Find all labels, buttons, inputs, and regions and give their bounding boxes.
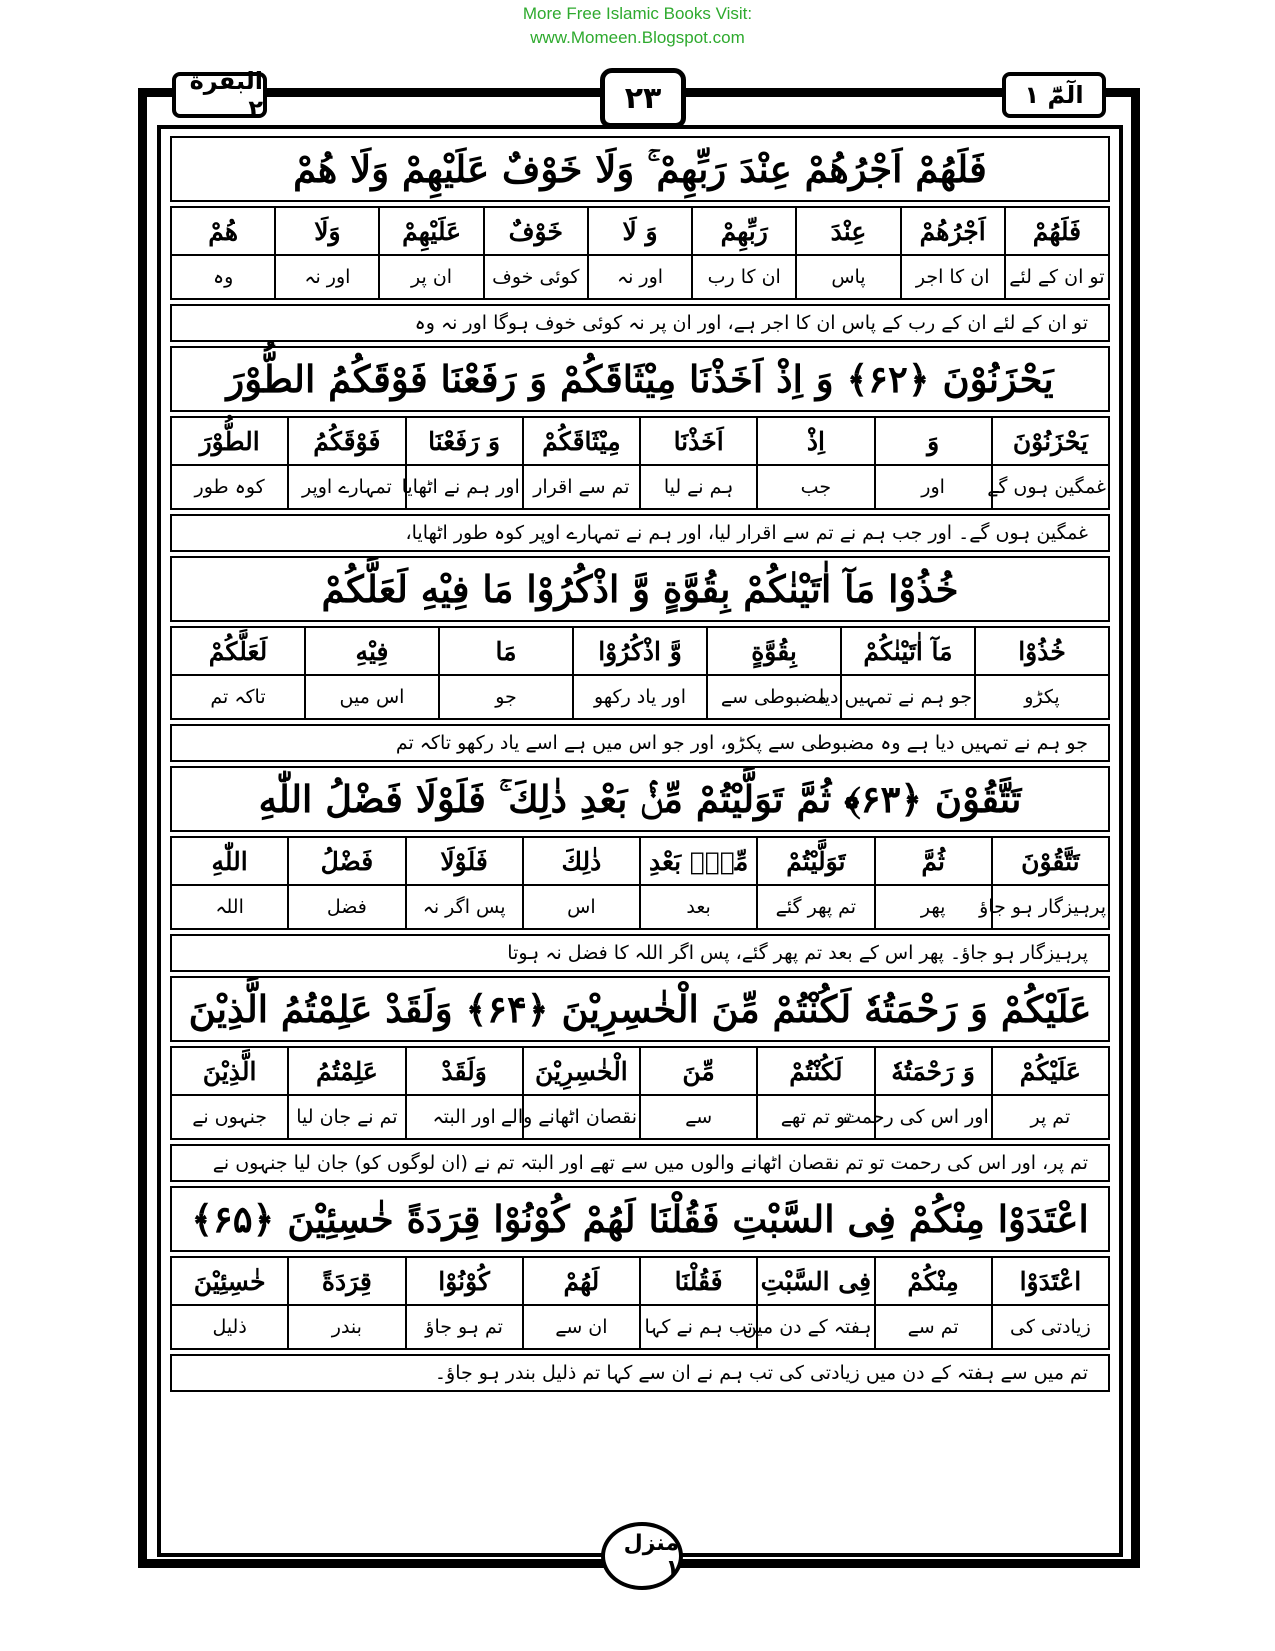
- verse-section: [170, 766, 1110, 972]
- urdu-meaning-cell: ہم نے لیا: [640, 465, 757, 509]
- urdu-meaning-cell: اور البتہ: [406, 1095, 523, 1139]
- arabic-word-cell: عِنْدَ: [796, 207, 900, 255]
- urdu-meaning-cell: اس: [523, 885, 640, 929]
- ad-line-2: www.Momeen.Blogspot.com: [530, 28, 745, 47]
- urdu-meaning-cell: پس اگر نہ: [406, 885, 523, 929]
- urdu-meaning-cell: پاس: [796, 255, 900, 299]
- arabic-word-cell: الْخٰسِرِيْنَ: [523, 1047, 640, 1095]
- urdu-translation-line: تم میں سے ہفتہ کے دن میں زیادتی کی تب ہم نے ان سے کہا تم ذلیل بندر ہو جاؤ۔: [170, 1354, 1110, 1392]
- urdu-meaning-cell: ان کا رب: [692, 255, 796, 299]
- urdu-translation-line: تو ان کے لئے ان کے رب کے پاس ان کا اجر ہے، اور ان پر نہ کوئی خوف ہوگا اور نہ وہ: [170, 304, 1110, 342]
- urdu-meaning-cell: اللہ: [171, 885, 288, 929]
- arabic-word-cell: يَحْزَنُوْنَ: [992, 417, 1109, 465]
- word-by-word-table: [170, 416, 1110, 510]
- arabic-word-cell: لَهُمْ: [523, 1257, 640, 1305]
- urdu-meaning-cell: غمگین ہوں گے: [992, 465, 1109, 509]
- urdu-meaning-cell: اور ہم نے اٹھایا: [406, 465, 523, 509]
- arabic-word-cell: ثُمَّ: [875, 837, 992, 885]
- urdu-meaning-cell: تو ان کے لئے: [1005, 255, 1109, 299]
- word-by-word-table: [170, 626, 1110, 720]
- arabic-word-cell: فَضْلُ: [288, 837, 405, 885]
- urdu-meaning-cell: اور اس کی رحمت: [875, 1095, 992, 1139]
- arabic-verse-line: اعْتَدَوْا مِنْكُمْ فِى السَّبْتِ فَقُلْنَا لَهُمْ كُوْنُوْا قِرَدَةً خٰسِئِيْنَ ﴿۶۵﴾: [170, 1186, 1110, 1252]
- arabic-word-cell: اعْتَدَوْا: [992, 1257, 1109, 1305]
- urdu-meaning-cell: زیادتی کی: [992, 1305, 1109, 1349]
- urdu-meanings-row: [171, 675, 1109, 719]
- arabic-word-cell: مَا: [439, 627, 573, 675]
- arabic-word-cell: الطُّوْرَ: [171, 417, 288, 465]
- urdu-meaning-cell: جو: [439, 675, 573, 719]
- urdu-meaning-cell: تمہارے اوپر: [288, 465, 405, 509]
- juz-label: الٓمّٓ ۱: [1002, 72, 1106, 118]
- urdu-meanings-row: [171, 465, 1109, 509]
- arabic-verse-line: يَحْزَنُوْنَ ﴿۶۲﴾ وَ اِذْ اَخَذْنَا مِيْثَاقَكُمْ وَ رَفَعْنَا فَوْقَكُمُ الطُّوْرَ: [170, 346, 1110, 412]
- verse-section: [170, 346, 1110, 552]
- urdu-meaning-cell: پھر: [875, 885, 992, 929]
- urdu-meanings-row: [171, 1305, 1109, 1349]
- arabic-words-row: [171, 837, 1109, 885]
- arabic-word-cell: مَآ اٰتَيْنٰكُمْ: [841, 627, 975, 675]
- urdu-meaning-cell: تاکہ تم: [171, 675, 305, 719]
- urdu-meaning-cell: تم پھر گئے: [757, 885, 874, 929]
- urdu-meaning-cell: سے: [640, 1095, 757, 1139]
- urdu-meaning-cell: پرہیزگار ہو جاؤ: [992, 885, 1109, 929]
- urdu-meaning-cell: تو تم تھے: [757, 1095, 874, 1139]
- arabic-word-cell: وَ: [875, 417, 992, 465]
- arabic-word-cell: بِقُوَّةٍ: [707, 627, 841, 675]
- urdu-meaning-cell: اور نہ: [588, 255, 692, 299]
- urdu-meaning-cell: تب ہم نے کہا: [640, 1305, 757, 1349]
- arabic-word-cell: فِيْهِ: [305, 627, 439, 675]
- arabic-verse-line: خُذُوْا مَآ اٰتَيْنٰكُمْ بِقُوَّةٍ وَّ اذْكُرُوْا مَا فِيْهِ لَعَلَّكُمْ: [170, 556, 1110, 622]
- urdu-meaning-cell: ان سے: [523, 1305, 640, 1349]
- arabic-word-cell: قِرَدَةً: [288, 1257, 405, 1305]
- urdu-meanings-row: [171, 1095, 1109, 1139]
- arabic-word-cell: فَوْقَكُمُ: [288, 417, 405, 465]
- urdu-meaning-cell: اور: [875, 465, 992, 509]
- arabic-word-cell: الَّذِيْنَ: [171, 1047, 288, 1095]
- word-by-word-table: [170, 1256, 1110, 1350]
- urdu-meaning-cell: اور نہ: [275, 255, 379, 299]
- arabic-word-cell: تَتَّقُوْنَ: [992, 837, 1109, 885]
- arabic-word-cell: لَعَلَّكُمْ: [171, 627, 305, 675]
- arabic-word-cell: اللّٰهِ: [171, 837, 288, 885]
- arabic-word-cell: فِى السَّبْتِ: [757, 1257, 874, 1305]
- urdu-meaning-cell: اس میں: [305, 675, 439, 719]
- arabic-word-cell: اِذْ: [757, 417, 874, 465]
- word-by-word-table: [170, 836, 1110, 930]
- urdu-meaning-cell: کوہ طور: [171, 465, 288, 509]
- arabic-words-row: [171, 1047, 1109, 1095]
- urdu-meaning-cell: جو ہم نے تمہیں دیا: [841, 675, 975, 719]
- arabic-words-row: [171, 207, 1109, 255]
- urdu-meaning-cell: نقصان اٹھانے والے: [523, 1095, 640, 1139]
- arabic-word-cell: تَوَلَّيْتُمْ: [757, 837, 874, 885]
- arabic-word-cell: ذٰلِكَ: [523, 837, 640, 885]
- arabic-word-cell: كُوْنُوْا: [406, 1257, 523, 1305]
- verse-section: [170, 1186, 1110, 1392]
- verse-section: [170, 976, 1110, 1182]
- urdu-meaning-cell: بعد: [640, 885, 757, 929]
- arabic-word-cell: مِنْكُمْ: [875, 1257, 992, 1305]
- arabic-word-cell: فَلَهُمْ: [1005, 207, 1109, 255]
- urdu-meanings-row: [171, 255, 1109, 299]
- arabic-word-cell: فَقُلْنَا: [640, 1257, 757, 1305]
- arabic-words-row: [171, 1257, 1109, 1305]
- arabic-verse-line: عَلَيْكُمْ وَ رَحْمَتُهٗ لَكُنْتُمْ مِّنَ الْخٰسِرِيْنَ ﴿۶۴﴾ وَلَقَدْ عَلِمْتُمُ الَّذِيْنَ: [170, 976, 1110, 1042]
- arabic-word-cell: وَ رَحْمَتُهٗ: [875, 1047, 992, 1095]
- arabic-word-cell: فَلَوْلَا: [406, 837, 523, 885]
- urdu-meaning-cell: پکڑو: [975, 675, 1109, 719]
- ad-line-1: More Free Islamic Books Visit:: [522, 4, 753, 23]
- arabic-word-cell: وَ لَا: [588, 207, 692, 255]
- urdu-translation-line: تم پر، اور اس کی رحمت تو تم نقصان اٹھانے والوں میں سے تھے اور البتہ تم نے (ان لوگوں کو) جان لیا جنہوں نے: [170, 1144, 1110, 1182]
- arabic-word-cell: وَلَا: [275, 207, 379, 255]
- arabic-words-row: [171, 417, 1109, 465]
- urdu-meaning-cell: جب: [757, 465, 874, 509]
- arabic-word-cell: هُمْ: [171, 207, 275, 255]
- arabic-word-cell: اَخَذْنَا: [640, 417, 757, 465]
- urdu-translation-line: جو ہم نے تمہیں دیا ہے وہ مضبوطی سے پکڑو، اور جو اس میں ہے اسے یاد رکھو تاکہ تم: [170, 724, 1110, 762]
- urdu-meaning-cell: تم سے اقرار: [523, 465, 640, 509]
- arabic-word-cell: مِّنْۢ بَعْدِ: [640, 837, 757, 885]
- urdu-meaning-cell: تم ہو جاؤ: [406, 1305, 523, 1349]
- arabic-word-cell: خَوْفٌ: [484, 207, 588, 255]
- arabic-word-cell: عَلَيْهِمْ: [379, 207, 483, 255]
- arabic-word-cell: اَجْرُهُمْ: [901, 207, 1005, 255]
- arabic-word-cell: رَبِّهِمْ: [692, 207, 796, 255]
- arabic-word-cell: وَلَقَدْ: [406, 1047, 523, 1095]
- verse-section: [170, 556, 1110, 762]
- urdu-translation-line: غمگین ہوں گے۔ اور جب ہم نے تم سے اقرار لیا، اور ہم نے تمہارے اوپر کوہ طور اٹھایا،: [170, 514, 1110, 552]
- arabic-word-cell: عَلِمْتُمُ: [288, 1047, 405, 1095]
- urdu-meanings-row: [171, 885, 1109, 929]
- manzil-label: منزل ۱: [601, 1522, 683, 1590]
- urdu-meaning-cell: ان کا اجر: [901, 255, 1005, 299]
- content-area: [170, 136, 1110, 1396]
- arabic-word-cell: مِيْثَاقَكُمْ: [523, 417, 640, 465]
- urdu-meaning-cell: تم نے جان لیا: [288, 1095, 405, 1139]
- arabic-word-cell: خُذُوْا: [975, 627, 1109, 675]
- arabic-word-cell: عَلَيْكُمْ: [992, 1047, 1109, 1095]
- urdu-meaning-cell: وہ: [171, 255, 275, 299]
- urdu-meaning-cell: جنہوں نے: [171, 1095, 288, 1139]
- arabic-word-cell: مِّنَ: [640, 1047, 757, 1095]
- arabic-word-cell: لَكُنْتُمْ: [757, 1047, 874, 1095]
- urdu-meaning-cell: بندر: [288, 1305, 405, 1349]
- word-by-word-table: [170, 1046, 1110, 1140]
- urdu-meaning-cell: مضبوطی سے: [707, 675, 841, 719]
- verse-section: [170, 136, 1110, 342]
- arabic-verse-line: فَلَهُمْ اَجْرُهُمْ عِنْدَ رَبِّهِمْ ۚ وَلَا خَوْفٌ عَلَيْهِمْ وَلَا هُمْ: [170, 136, 1110, 202]
- urdu-meaning-cell: تم پر: [992, 1095, 1109, 1139]
- page-number: ۲۳: [600, 68, 686, 128]
- urdu-meaning-cell: ہفتہ کے دن میں: [757, 1305, 874, 1349]
- arabic-words-row: [171, 627, 1109, 675]
- urdu-meaning-cell: اور یاد رکھو: [573, 675, 707, 719]
- urdu-meaning-cell: کوئی خوف: [484, 255, 588, 299]
- arabic-verse-line: تَتَّقُوْنَ ﴿۶۳﴾ ثُمَّ تَوَلَّيْتُمْ مِّنْۢ بَعْدِ ذٰلِكَ ۚ فَلَوْلَا فَضْلُ اللّٰهِ: [170, 766, 1110, 832]
- arabic-word-cell: وَ رَفَعْنَا: [406, 417, 523, 465]
- arabic-word-cell: خٰسِئِيْنَ: [171, 1257, 288, 1305]
- urdu-translation-line: پرہیزگار ہو جاؤ۔ پھر اس کے بعد تم پھر گئے، پس اگر اللہ کا فضل نہ ہوتا: [170, 934, 1110, 972]
- urdu-meaning-cell: ان پر: [379, 255, 483, 299]
- urdu-meaning-cell: فضل: [288, 885, 405, 929]
- arabic-word-cell: وَّ اذْكُرُوْا: [573, 627, 707, 675]
- urdu-meaning-cell: تم سے: [875, 1305, 992, 1349]
- surah-label: البقرة ۲: [172, 72, 267, 118]
- urdu-meaning-cell: ذلیل: [171, 1305, 288, 1349]
- word-by-word-table: [170, 206, 1110, 300]
